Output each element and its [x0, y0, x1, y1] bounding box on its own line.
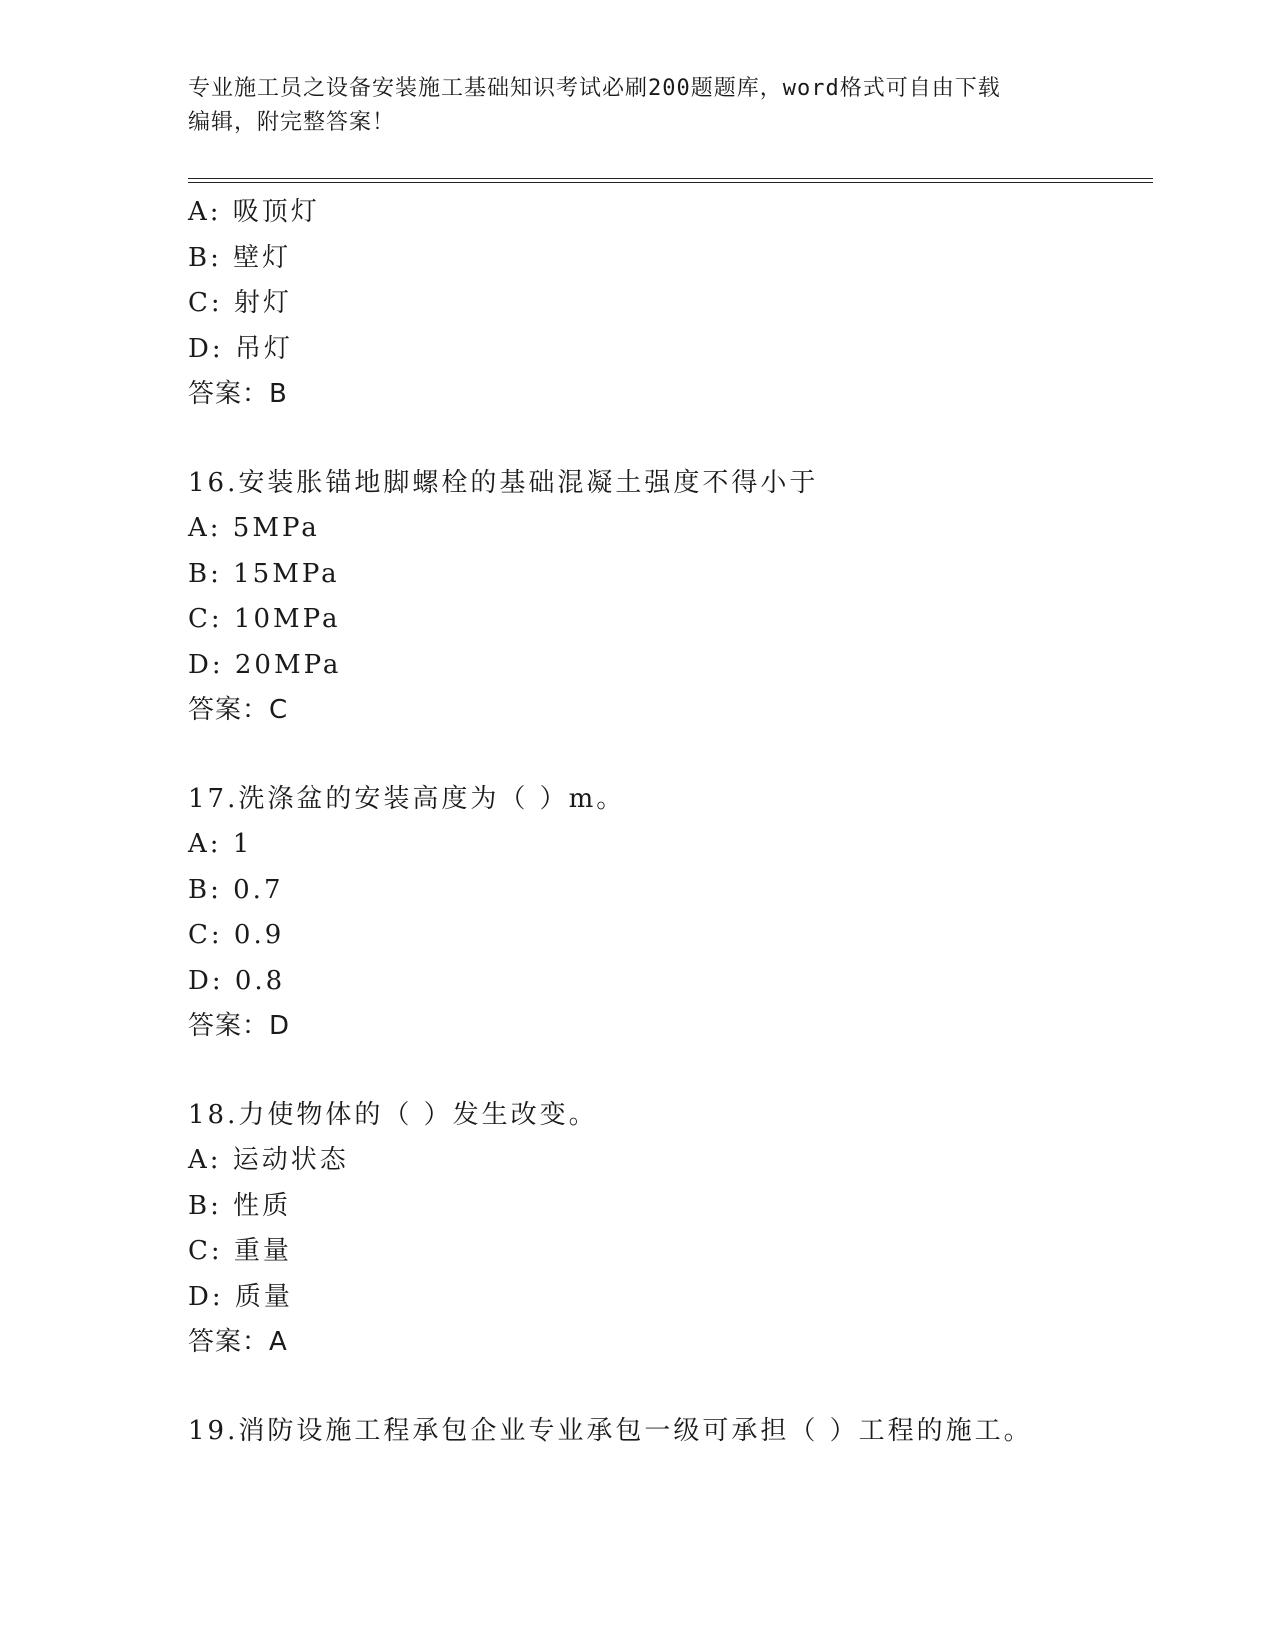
question-16 — [188, 461, 1148, 734]
question-stem: 17.洗涤盆的安装高度为（ ）m。 — [188, 783, 626, 814]
question-spacer — [188, 734, 1148, 777]
option-a: A: 吸顶灯 — [188, 197, 320, 227]
option-d: D: 质量 — [188, 1281, 293, 1312]
question-19 — [188, 1409, 1148, 1455]
option-a: A: 1 — [188, 829, 253, 859]
answer-text: 答案：A — [188, 1327, 288, 1357]
document-header — [188, 72, 1088, 140]
header-title-line-2: 编辑，附完整答案！ — [188, 110, 396, 135]
question-stem: 18.力使物体的（ ）发生改变。 — [188, 1099, 598, 1130]
question-17 — [188, 777, 1148, 1050]
question-list — [188, 190, 1148, 1454]
answer-text: 答案：B — [188, 379, 288, 409]
question-spacer — [188, 418, 1148, 461]
question-18 — [188, 1093, 1148, 1366]
option-d: D: 20MPa — [188, 649, 342, 680]
option-c: C: 射灯 — [188, 288, 292, 318]
question-spacer — [188, 1366, 1148, 1409]
answer-text: 答案：D — [188, 1011, 291, 1041]
header-title-line-1: 专业施工员之设备安装施工基础知识考试必刷200题题库，word格式可自由下载 — [188, 76, 1001, 101]
option-c: C: 重量 — [188, 1236, 292, 1266]
option-d: D: 0.8 — [188, 965, 286, 996]
question-stem: 16.安装胀锚地脚螺栓的基础混凝土强度不得小于 — [188, 467, 819, 498]
question-stem: 19.消防设施工程承包企业专业承包一级可承担（ ）工程的施工。 — [188, 1415, 1033, 1446]
option-a: A: 运动状态 — [188, 1145, 349, 1175]
option-c: C: 10MPa — [188, 604, 341, 634]
header-divider-top — [188, 178, 1153, 179]
option-d: D: 吊灯 — [188, 333, 293, 364]
answer-text: 答案：C — [188, 695, 289, 725]
header-divider-bottom — [188, 182, 1153, 183]
question-15 — [188, 190, 1148, 418]
option-a: A: 5MPa — [188, 513, 320, 543]
question-spacer — [188, 1050, 1148, 1093]
option-b: B: 性质 — [188, 1190, 292, 1221]
option-b: B: 15MPa — [188, 558, 340, 589]
option-c: C: 0.9 — [188, 920, 285, 950]
option-b: B: 壁灯 — [188, 242, 292, 273]
option-b: B: 0.7 — [188, 874, 284, 905]
